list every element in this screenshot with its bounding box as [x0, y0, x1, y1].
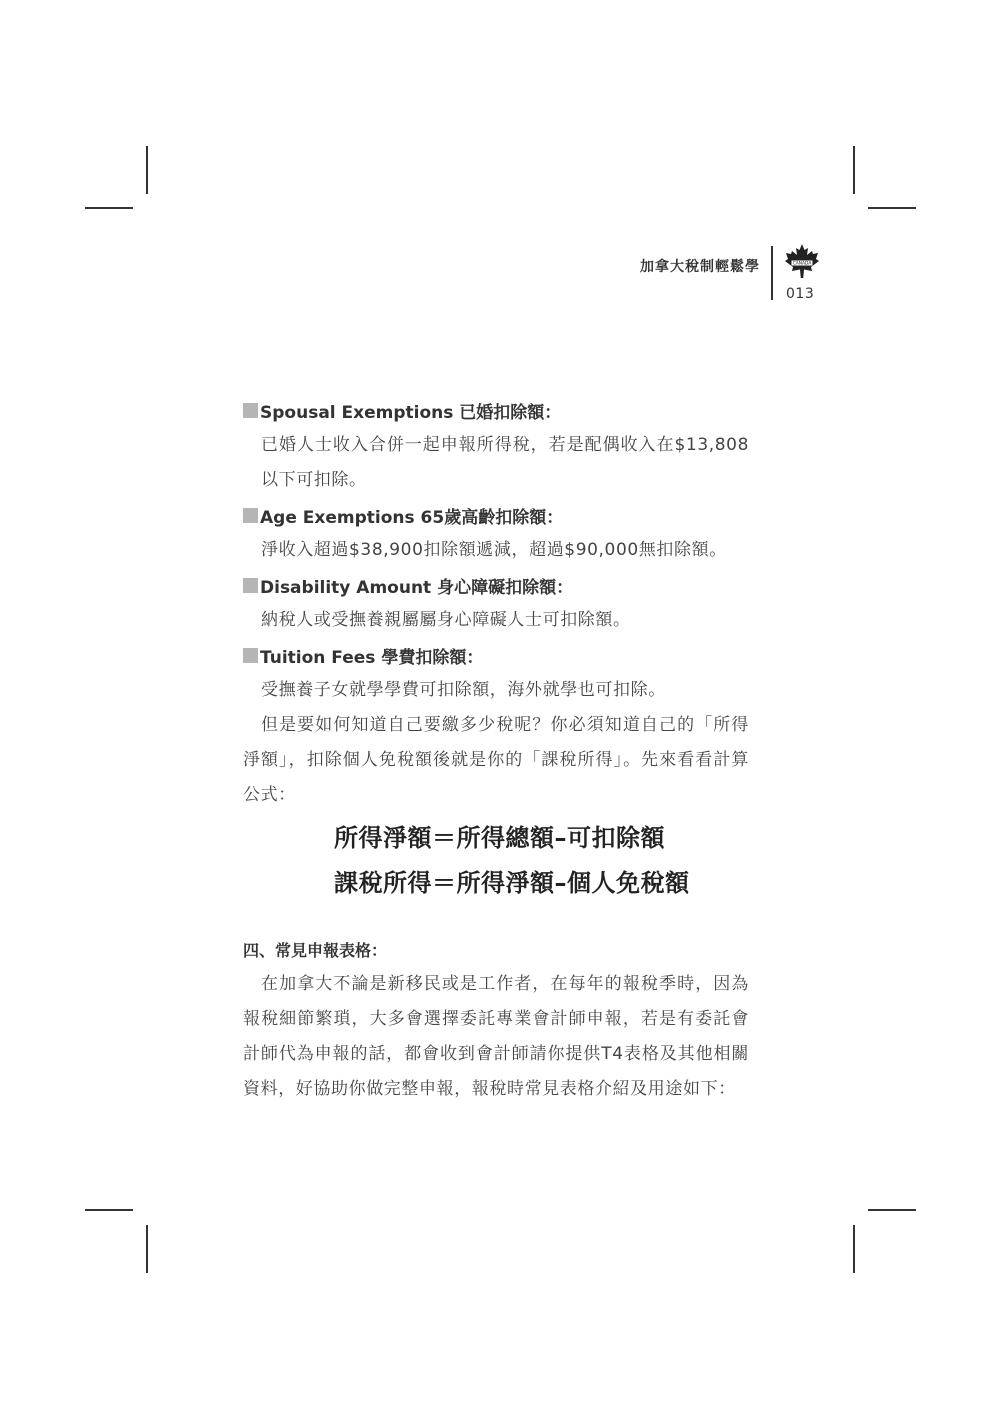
age-exemptions-heading: [243, 498, 749, 533]
heading-text: Age Exemptions 65歲高齡扣除額：: [260, 508, 564, 528]
spousal-exemptions-heading: [243, 393, 749, 428]
crop-mark-top-left-vertical: [146, 146, 148, 194]
tuition-fees-body: 受撫養子女就學學費可扣除額，海外就學也可扣除。: [261, 680, 666, 700]
crop-mark-bottom-left-horizontal: [85, 1209, 133, 1211]
square-bullet-icon: [243, 648, 258, 663]
crop-mark-bottom-right-horizontal: [868, 1209, 916, 1211]
disability-amount-heading: [243, 568, 749, 603]
crop-mark-top-left-horizontal: [85, 207, 133, 209]
square-bullet-icon: [243, 578, 258, 593]
intro-paragraph: 但是要如何知道自己要繳多少稅呢？你必須知道自己的「所得淨額」，扣除個人免稅額後就是你的「課稅所得」。先來看看計算公式：: [243, 715, 749, 805]
crop-mark-bottom-left-vertical: [146, 1225, 148, 1273]
square-bullet-icon: [243, 508, 258, 523]
spousal-exemptions-body: 已婚人士收入合併一起申報所得稅，若是配偶收入在$13,808以下可扣除。: [261, 435, 749, 490]
section-paragraph: 在加拿大不論是新移民或是工作者，在每年的報稅季時，因為報稅細節繁瑣，大多會選擇委託專業會計師申報，若是有委託會計師代為申報的話，都會收到會計師請你提供T4表格及其他相關資料，好協助你做完整申報，報稅時常見表格介紹及用途如下：: [243, 974, 749, 1099]
crop-mark-top-right-horizontal: [868, 207, 916, 209]
page-number: 013: [786, 286, 815, 302]
running-head-title: 加拿大稅制輕鬆學: [640, 259, 760, 275]
tuition-fees-heading: [243, 638, 749, 673]
formula-taxable-income: 課稅所得＝所得淨額–個人免稅額: [334, 869, 690, 897]
canada-logo-text: CANADA: [792, 261, 812, 267]
page-content: [243, 393, 749, 1107]
disability-amount-body: 納稅人或受撫養親屬屬身心障礙人士可扣除額。: [261, 610, 631, 630]
section-title: 四、常見申報表格：: [243, 941, 388, 960]
crop-mark-bottom-right-vertical: [853, 1225, 855, 1273]
header-divider: [771, 246, 773, 300]
heading-text: Spousal Exemptions 已婚扣除額：: [260, 403, 562, 423]
heading-text: Tuition Fees 學費扣除額：: [260, 648, 484, 668]
age-exemptions-body: 淨收入超過$38,900扣除額遞減，超過$90,000無扣除額。: [261, 540, 727, 560]
maple-leaf-icon: [785, 244, 819, 280]
crop-mark-top-right-vertical: [853, 146, 855, 194]
square-bullet-icon: [243, 403, 258, 418]
formula-net-income: 所得淨額＝所得總額–可扣除額: [334, 824, 665, 852]
heading-text: Disability Amount 身心障礙扣除額：: [260, 578, 574, 598]
